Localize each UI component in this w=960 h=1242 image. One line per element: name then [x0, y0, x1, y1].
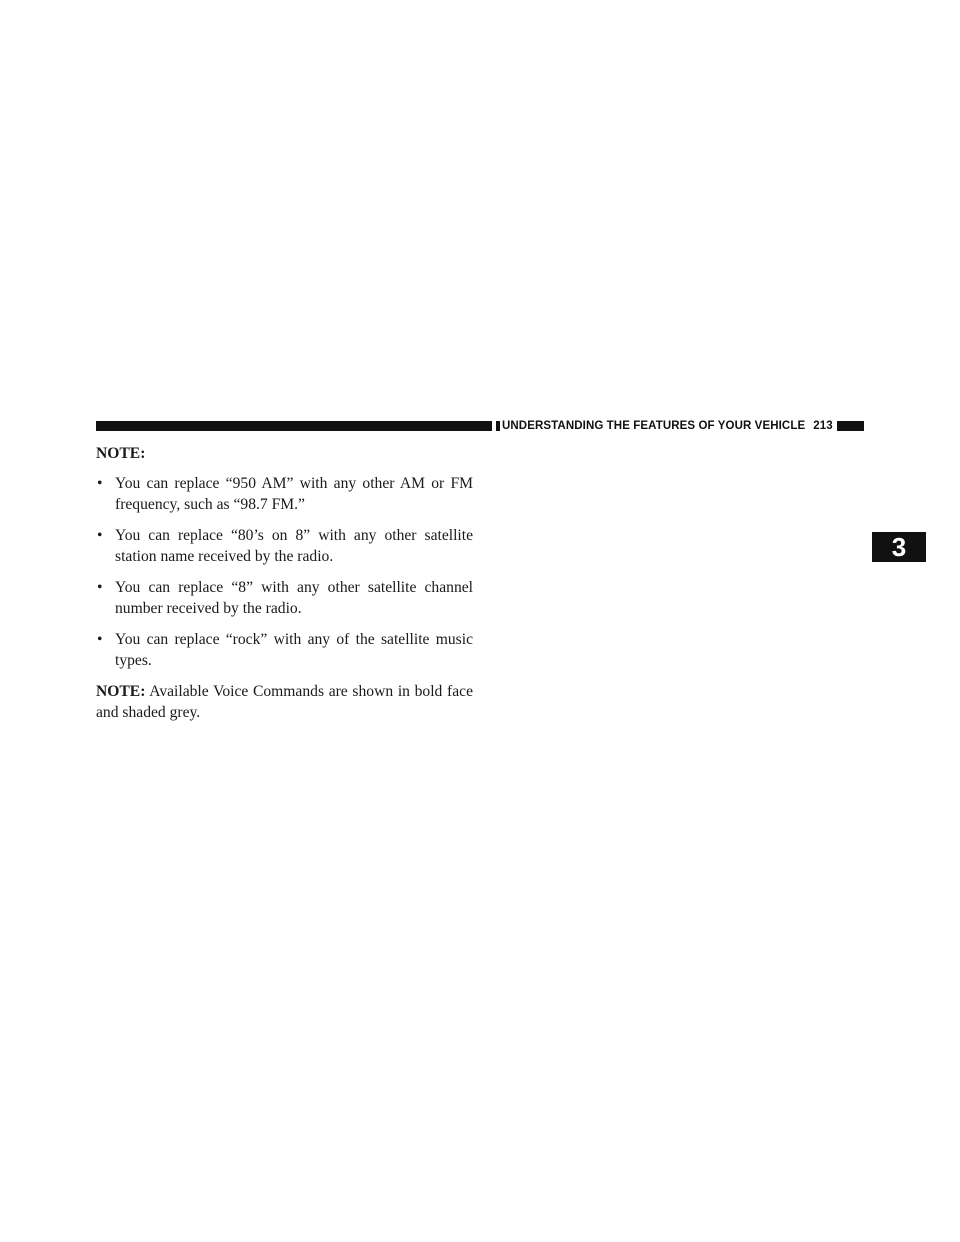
section-title: UNDERSTANDING THE FEATURES OF YOUR VEHICLE: [502, 420, 806, 432]
note-text: Available Voice Commands are shown in bold face and shaded grey.: [96, 683, 473, 721]
list-item: [96, 525, 473, 567]
list-item-text: You can replace “rock” with any of the satellite music types.: [115, 631, 473, 669]
bullet-icon: •: [97, 475, 103, 492]
list-item-text: You can replace “80’s on 8” with any other satellite station name received by the radio.: [115, 527, 473, 565]
bullet-icon: •: [97, 527, 103, 544]
list-item-text: You can replace “8” with any other satellite channel number received by the radio.: [115, 579, 473, 617]
chapter-tab: 3: [872, 532, 926, 562]
note-label: NOTE:: [96, 683, 146, 700]
bullet-icon: •: [97, 579, 103, 596]
bullet-icon: •: [97, 631, 103, 648]
list-item: [96, 629, 473, 671]
header-rule-left: [96, 421, 492, 431]
list-item: [96, 577, 473, 619]
list-item: [96, 473, 473, 515]
page-number: 213: [813, 420, 833, 432]
note-paragraph: [96, 681, 473, 723]
bullet-list: [96, 473, 473, 671]
note-heading: NOTE:: [96, 445, 146, 462]
main-content: [96, 443, 473, 723]
list-item-text: You can replace “950 AM” with any other AM or FM frequency, such as “98.7 FM.”: [115, 475, 473, 513]
running-header: [500, 419, 837, 433]
